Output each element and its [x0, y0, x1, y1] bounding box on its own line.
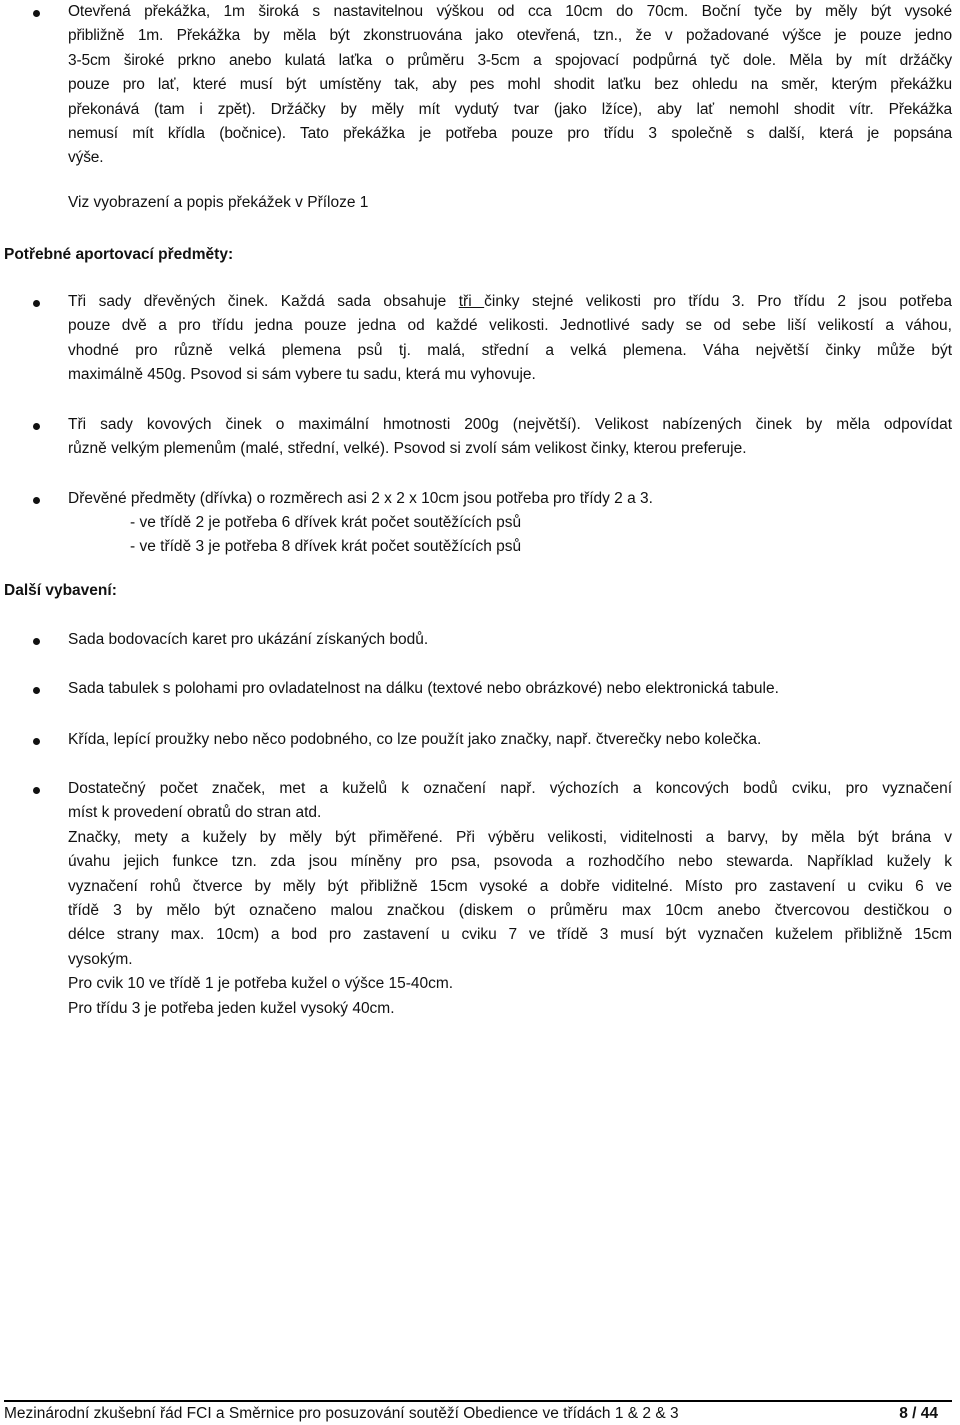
- text-line: míst k provedení obratů do stran atd.: [68, 804, 322, 822]
- wooden-dumbbells-item: [68, 290, 952, 388]
- footer-title: Mezinárodní zkušební řád FCI a Směrnice pro posuzování soutěží Obedience ve třídách 1 & 2 & 3: [4, 1405, 679, 1422]
- text-line: Otevřená překážka, 1m široká s nastavitelnou výškou od cca 10cm do 70cm. Boční tyče by měly být vysoké: [68, 3, 952, 20]
- text-line: Tři sady kovových činek o maximální hmotnosti 200g (největší). Velikost nabízených činek by měla odpovídat: [68, 416, 952, 433]
- text-line: výše.: [68, 149, 104, 167]
- footer-divider: [4, 1400, 952, 1402]
- obstacle-description: [68, 0, 952, 171]
- text-line: Dostatečný počet značek, met a kuželů k označení např. výchozích a koncových bodů cviku, pro vyznačení: [68, 780, 952, 797]
- text-line: Sada tabulek s polohami pro ovladatelnost na dálku (textové nebo obrázkové) nebo elektronická tabule.: [68, 680, 779, 697]
- scent-articles-class2: - ve třídě 2 je potřeba 6 dřívek krát počet soutěžících psů: [130, 514, 522, 531]
- chalk-text: [68, 728, 952, 752]
- markers-text: [68, 777, 952, 1021]
- text-line: nemusí mít křídla (bočnice). Tato překážka je potřeba pouze pro třídu 3 společně s další, která je popsána: [68, 125, 952, 143]
- page-number: 8 / 44: [899, 1405, 938, 1422]
- text-line: vysokým.: [68, 950, 133, 968]
- markers-item: [68, 777, 952, 1021]
- text-line: pouze dvě a pro třídu jedna pouze jedna od každé velikosti. Jednotlivé sady se od sebe liší velikostí a váhou,: [68, 317, 952, 335]
- text-fragment: Tři sady dřevěných činek. Každá sada obsahuje: [68, 293, 459, 310]
- score-cards-item: [68, 628, 952, 652]
- text-line: [68, 290, 952, 314]
- bullet-icon: [33, 497, 40, 504]
- metal-dumbbells-item: [68, 413, 952, 462]
- annex-reference: Viz vyobrazení a popis překážek v Příloze 1: [68, 194, 369, 211]
- text-line: pouze pro lať, které musí být umístěny tak, aby pes mohl shodit laťku bez ohledu na směr, kterým překážku: [68, 76, 952, 94]
- text-line: Křída, lepící proužky nebo něco podobného, co lze použít jako značky, např. čtverečky nebo kolečka.: [68, 731, 762, 748]
- position-boards-item: [68, 677, 952, 701]
- underlined-word: tři: [458, 293, 485, 310]
- bullet-icon: [33, 10, 40, 17]
- wooden-dumbbells-text: [68, 290, 952, 388]
- text-line: třídě 3 by mělo být označeno malou značkou (diskem o průměru max 10cm anebo čtvercovou destičkou o: [68, 902, 952, 920]
- other-equipment-heading: Další vybavení:: [4, 582, 117, 599]
- bullet-icon: [33, 423, 40, 430]
- text-line: Dřevěné předměty (dřívka) o rozměrech asi 2 x 2 x 10cm jsou potřeba pro třídy 2 a 3.: [68, 490, 653, 507]
- position-boards-text: [68, 677, 952, 701]
- bullet-icon: [33, 787, 40, 794]
- bullet-icon: [33, 638, 40, 645]
- text-fragment: činky stejné velikosti pro třídu 3. Pro třídu 2 jsou potřeba: [484, 293, 952, 310]
- scent-articles-item: [68, 487, 952, 511]
- score-cards-text: [68, 628, 952, 652]
- text-line: vhodné pro různě velká plemena psů tj. malá, střední a velká plemena. Váha největší činky může být: [68, 341, 952, 359]
- text-line: 3-5cm široké prkno anebo kulatá laťka o průměru 3-5cm a spojovací podpůrná tyč dole. Měla by mít držáčky: [68, 51, 952, 69]
- text-line: Pro cvik 10 ve třídě 1 je potřeba kužel o výšce 15-40cm.: [68, 975, 454, 993]
- retrieve-articles-heading: Potřebné aportovací předměty:: [4, 246, 234, 263]
- text-line: Pro třídu 3 je potřeba jeden kužel vysoký 40cm.: [68, 999, 395, 1017]
- scent-articles-class3: - ve třídě 3 je potřeba 8 dřívek krát počet soutěžících psů: [130, 538, 522, 555]
- text-line: přibližně 1m. Překážka by měla být zkonstruována jako otevřená, tzn., že v požadované výšce je pouze jedno: [68, 27, 952, 45]
- text-line: úvahu jejich funkce tzn. zda jsou míněny pro psa, psovoda a rozhodčího nebo stewarda. Například kužely k: [68, 853, 952, 871]
- text-line: délce strany max. 10cm) a bod pro zastavení u cviku 7 ve třídě 3 musí být vyznačen kuželem přibližně 15cm: [68, 926, 952, 944]
- text-line: maximálně 450g. Psovod si sám vybere tu sadu, která mu vyhovuje.: [68, 366, 536, 384]
- scent-articles-text: [68, 487, 952, 511]
- obstacle-list-item: [68, 0, 952, 171]
- chalk-item: [68, 728, 952, 752]
- text-line: Značky, mety a kužely by měly být přiměřené. Při výběru velikosti, viditelnosti a barvy, by měla být brána v: [68, 828, 952, 846]
- bullet-icon: [33, 687, 40, 694]
- bullet-icon: [33, 300, 40, 307]
- text-line: překonává (tam i zpět). Držáčky by měly mít vydutý tvar (jako lžíce), aby lať nemohl shodit vítr. Překážka: [68, 100, 952, 118]
- metal-dumbbells-text: [68, 413, 952, 462]
- text-line: vyznačení rohů čtverce by měly být přibližně 15cm vysoké a dobře viditelné. Místo pro zastavení u cviku 6 ve: [68, 877, 952, 895]
- text-line: Sada bodovacích karet pro ukázání získaných bodů.: [68, 631, 429, 648]
- bullet-icon: [33, 738, 40, 745]
- text-line: různě velkým plemenům (malé, střední, velké). Psovod si zvolí sám velikost činky, kterou preferuje.: [68, 440, 747, 458]
